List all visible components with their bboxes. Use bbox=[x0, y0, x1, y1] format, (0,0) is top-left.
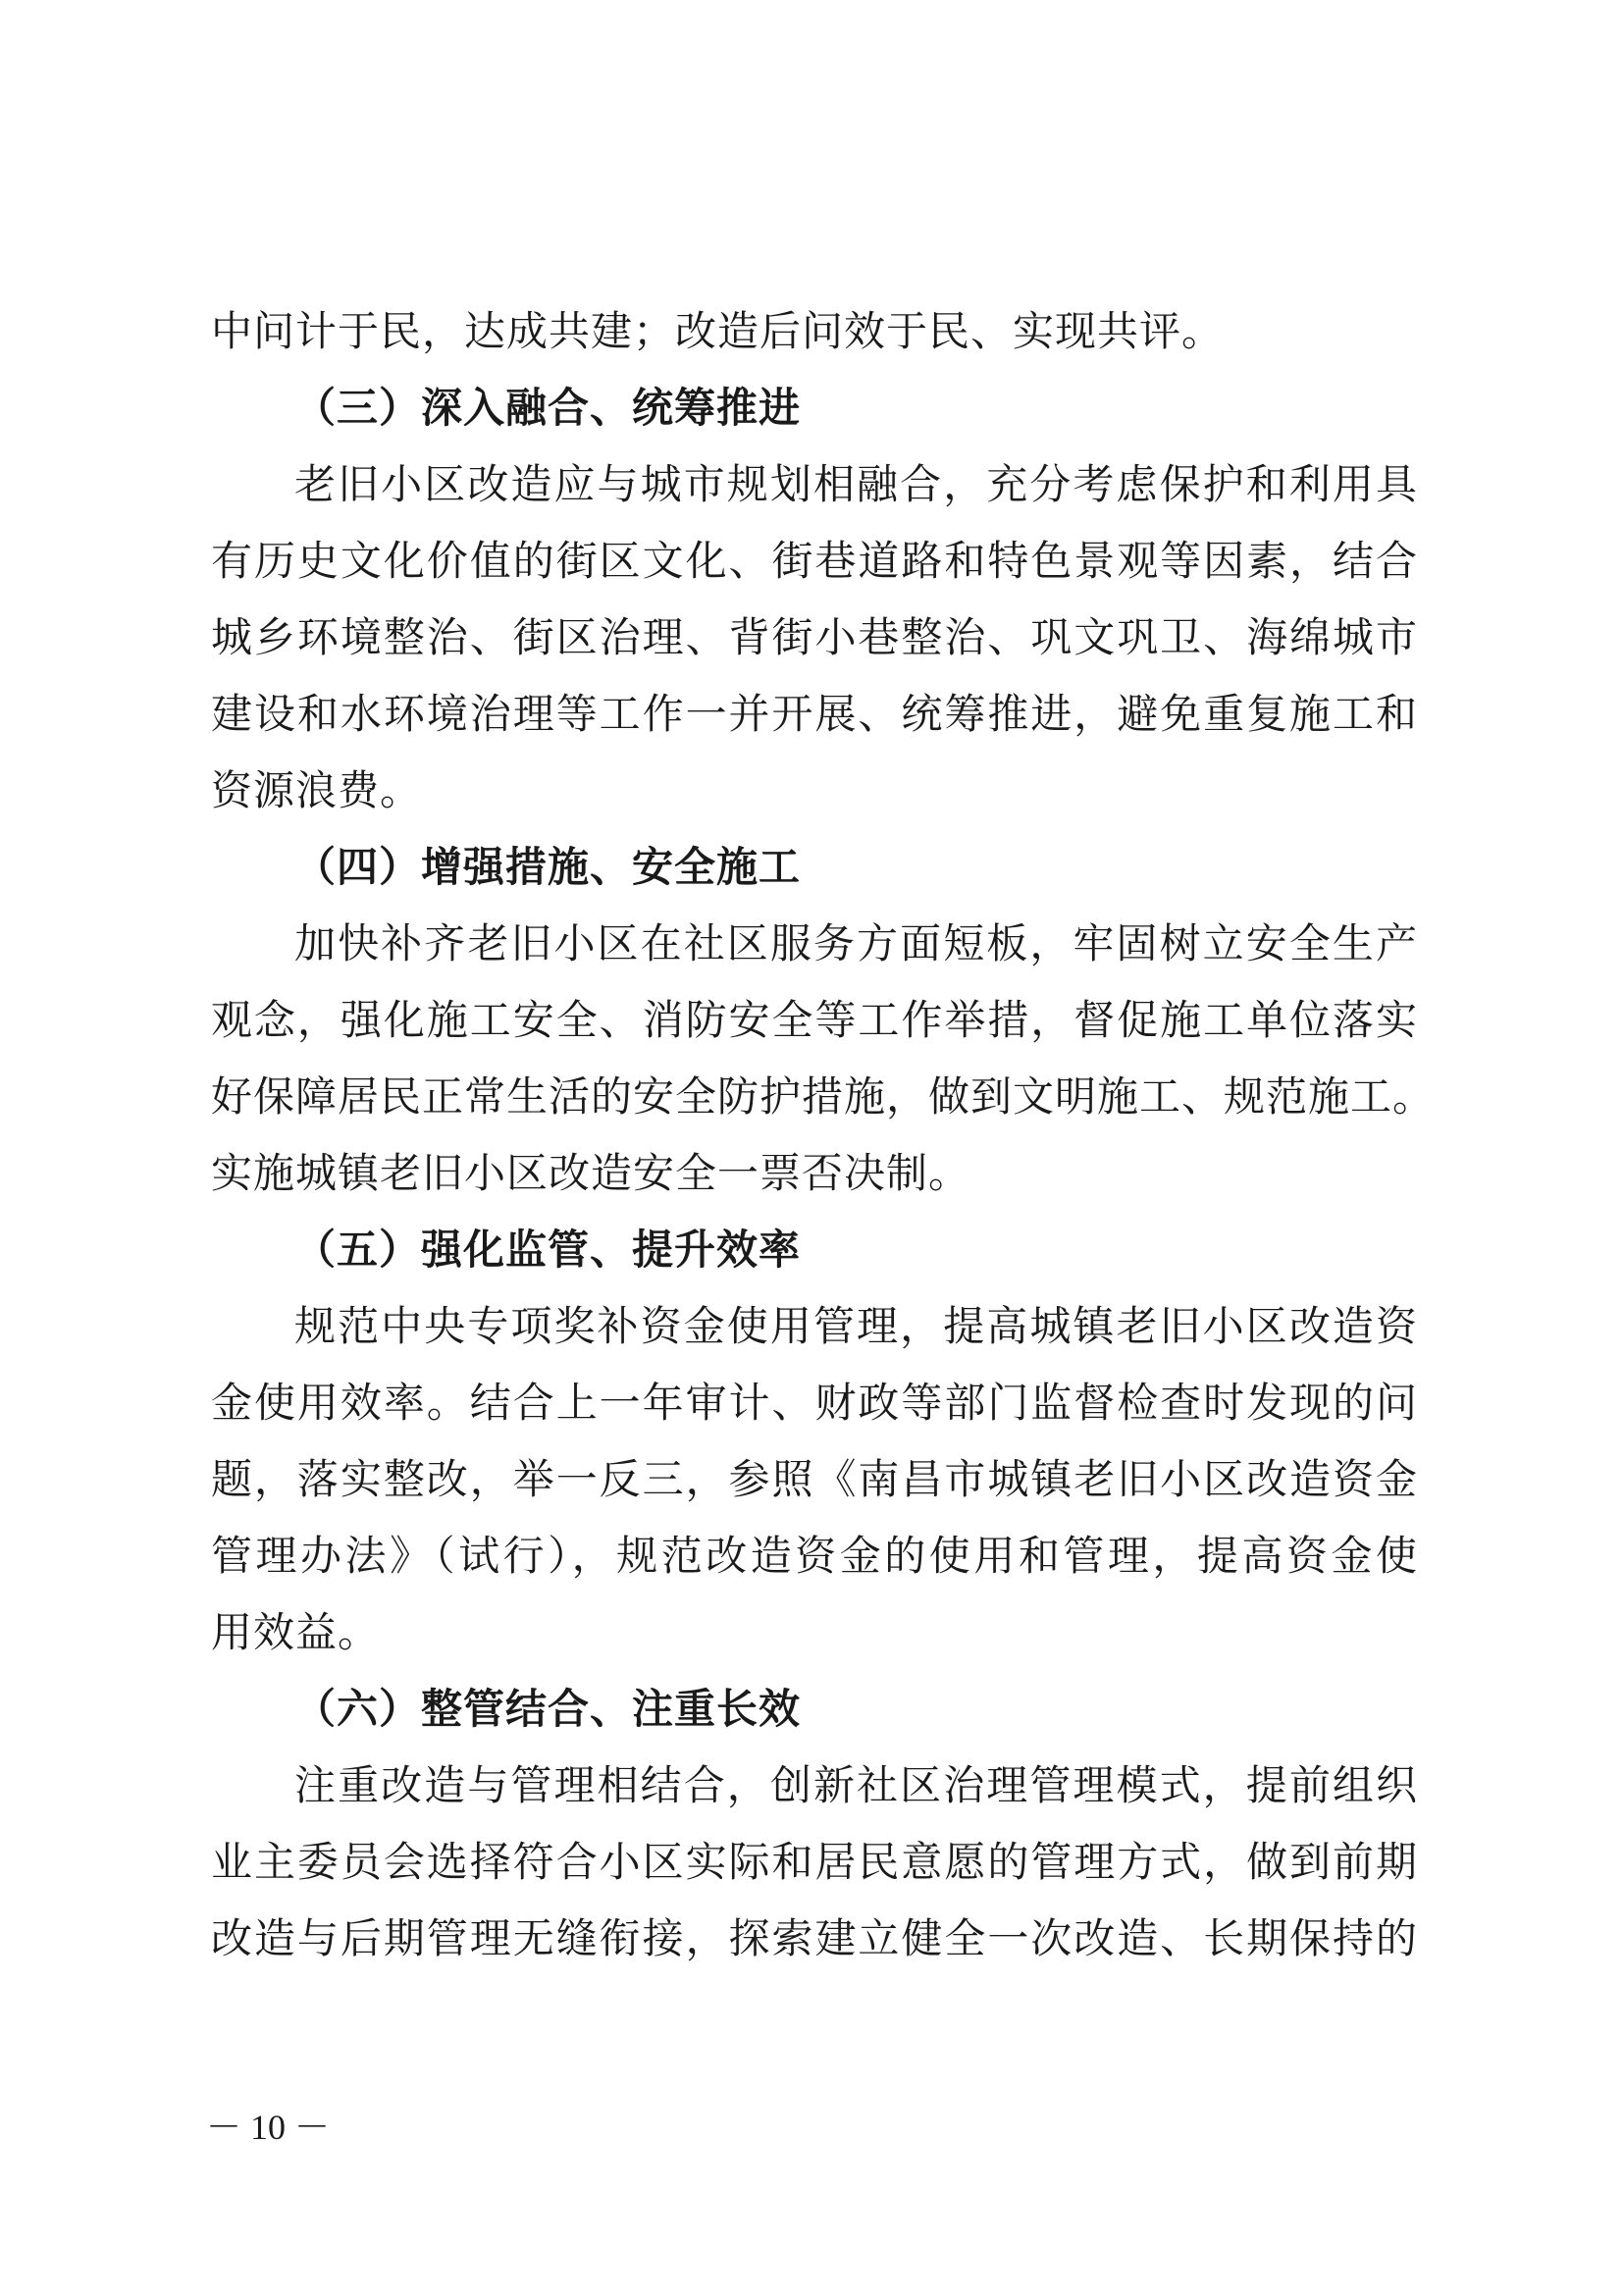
paragraph-line: 实施城镇老旧小区改造安全一票否决制。 bbox=[211, 1149, 971, 1197]
paragraph-line: 中问计于民，达成共建；改造后问效于民、实现共评。 bbox=[211, 307, 1225, 355]
paragraph-line: 注重改造与管理相结合，创新社区治理管理模式，提前组织 bbox=[294, 1761, 1418, 1809]
paragraph-line: 有历史文化价值的街区文化、街巷道路和特色景观等因素，结合 bbox=[211, 537, 1418, 585]
paragraph-line: 规范中央专项奖补资金使用管理，提高城镇老旧小区改造资 bbox=[294, 1302, 1418, 1350]
paragraph-line: 好保障居民正常生活的安全防护措施，做到文明施工、规范施工。 bbox=[211, 1072, 1436, 1121]
paragraph-line: 观念，强化施工安全、消防安全等工作举措，督促施工单位落实 bbox=[211, 996, 1418, 1044]
page-number: － 10 － bbox=[206, 2108, 331, 2147]
paragraph-line: 老旧小区改造应与城市规划相融合，充分考虑保护和利用具 bbox=[294, 460, 1418, 508]
section-heading-4: （四）增强措施、安全施工 bbox=[294, 843, 802, 891]
paragraph-line: 题，落实整改，举一反三，参照《南昌市城镇老旧小区改造资金 bbox=[211, 1455, 1418, 1503]
paragraph-line: 城乡环境整治、街区治理、背街小巷整治、巩文巩卫、海绵城市 bbox=[211, 613, 1418, 661]
paragraph-line: 管理办法》（试行），规范改造资金的使用和管理，提高资金使 bbox=[211, 1532, 1418, 1580]
section-heading-5: （五）强化监管、提升效率 bbox=[294, 1226, 802, 1274]
paragraph-line: 加快补齐老旧小区在社区服务方面短板，牢固树立安全生产 bbox=[294, 919, 1418, 967]
paragraph-line: 业主委员会选择符合小区实际和居民意愿的管理方式，做到前期 bbox=[211, 1838, 1418, 1886]
paragraph-line: 建设和水环境治理等工作一并开展、统筹推进，避免重复施工和 bbox=[211, 690, 1418, 738]
section-heading-3: （三）深入融合、统筹推进 bbox=[294, 384, 802, 432]
paragraph-line: 资源浪费。 bbox=[211, 766, 423, 814]
paragraph-line: 改造与后期管理无缝衔接，探索建立健全一次改造、长期保持的 bbox=[211, 1914, 1418, 1962]
section-heading-6: （六）整管结合、注重长效 bbox=[294, 1685, 802, 1733]
paragraph-line: 金使用效率。结合上一年审计、财政等部门监督检查时发现的问 bbox=[211, 1379, 1418, 1427]
paragraph-line: 用效益。 bbox=[211, 1608, 381, 1656]
